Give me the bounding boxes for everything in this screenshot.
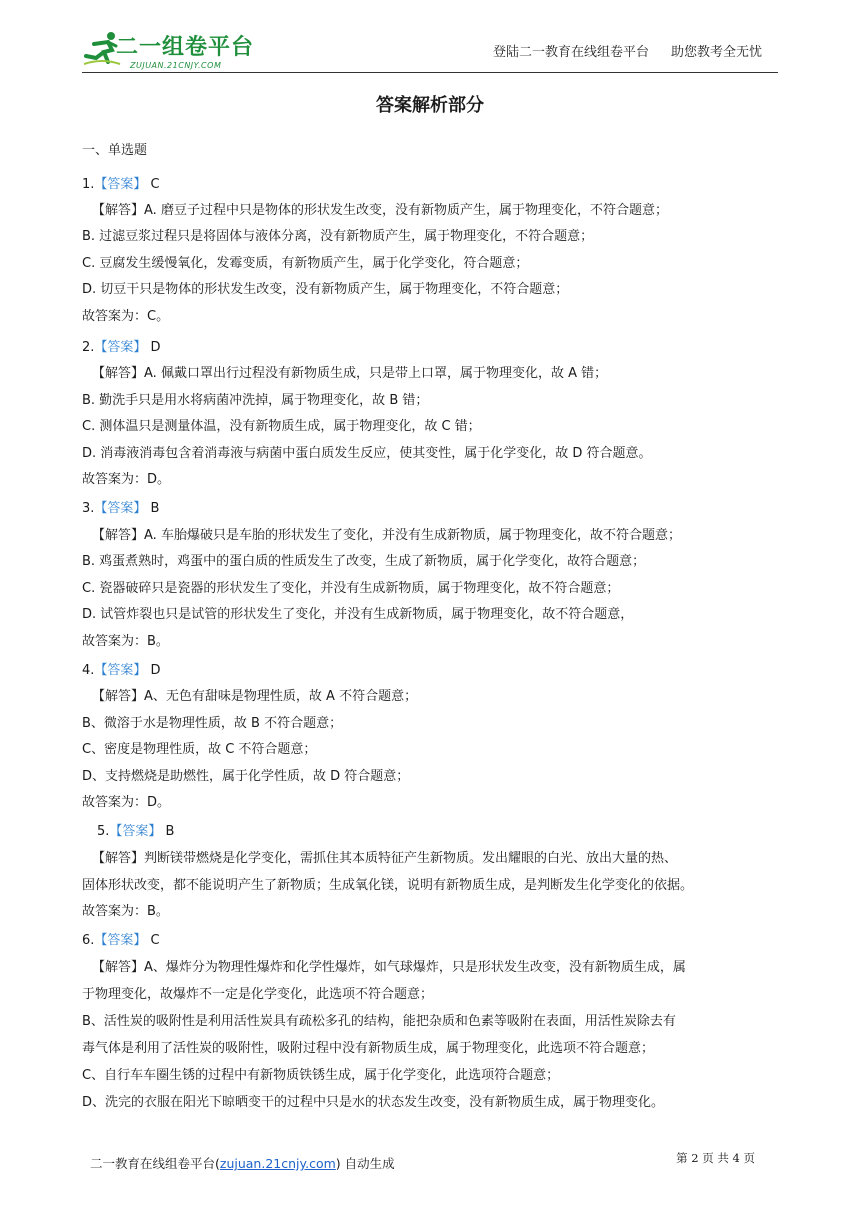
q6-line-b2: 毒气体是利用了活性炭的吸附性，吸附过程中没有新物质生成，属于物理变化，此选项不符合题意； [82, 1041, 655, 1056]
slogan-right: 助您教考全无忧 [670, 45, 762, 60]
q6-explanation-line [92, 959, 792, 977]
footer-prefix: 二一教育在线组卷平台( [90, 1156, 220, 1171]
footer-link[interactable]: zujuan.21cnjy.com [219, 1156, 336, 1171]
q1-line-b: B. 过滤豆浆过程只是将固体与液体分离，没有新物质产生，属于物理变化，不符合题意； [82, 229, 594, 244]
q1-line-d: D. 切豆干只是物体的形状发生改变，没有新物质产生，属于物理变化，不符合题意； [82, 282, 569, 297]
q4-line-b: B、微溶于水是物理性质，故 B 不符合题意； [82, 716, 343, 731]
q4-line-d: D、支持燃烧是助燃性，属于化学性质，故 D 符合题意； [82, 769, 410, 784]
logo-url: ZUJUAN.21CNJY.COM [130, 61, 222, 70]
q6-line-b1: B、活性炭的吸附性是利用活性炭具有疏松多孔的结构，能把杂质和色素等吸附在表面，用活性炭除去有 [82, 1014, 676, 1029]
footer-generator [90, 1154, 395, 1172]
q2-line-a: A. 佩戴口罩出行过程没有新物质生成，只是带上口罩，属于物理变化，故 A 错； [144, 366, 608, 381]
q3-explanation-label: 【解答】 [92, 528, 145, 543]
q1-line-a: A. 磨豆子过程中只是物体的形状发生改变，没有新物质产生，属于物理变化，不符合题意； [144, 203, 668, 218]
q1-answer-line [82, 176, 782, 194]
q3-answer-value: B [146, 501, 160, 516]
slogan-left: 登陆二一教育在线组卷平台 [492, 45, 649, 60]
footer-suffix: ) 自动生成 [335, 1156, 395, 1171]
q3-line-d: D. 试管炸裂也只是试管的形状发生了变化，并没有生成新物质，属于物理变化，故不符合题意， [82, 607, 634, 622]
q2-answer-value: D [146, 340, 161, 355]
q3-line-b: B. 鸡蛋煮熟时，鸡蛋中的蛋白质的性质发生了改变，生成了新物质，属于化学变化，故符合题意； [82, 554, 646, 569]
q6-explanation-label: 【解答】 [92, 960, 145, 975]
q1-conclusion: 故答案为：C。 [82, 309, 170, 324]
page-number: 第 2 页 共 4 页 [676, 1151, 755, 1165]
q6-line-a1: A、爆炸分为物理性爆炸和化学性爆炸，如气球爆炸，只是形状发生改变，没有新物质生成，属 [144, 960, 686, 975]
q2-line-c: C. 测体温只是测量体温，没有新物质生成，属于物理变化，故 C 错； [82, 419, 481, 434]
q6-line-a2: 于物理变化，故爆炸不一定是化学变化，此选项不符合题意； [82, 987, 434, 1002]
q4-explanation-line [92, 688, 792, 706]
q4-line-c: C、密度是物理性质，故 C 不符合题意； [82, 742, 317, 757]
q4-explanation-label: 【解答】 [92, 689, 145, 704]
q2-number: 2. [82, 340, 95, 355]
q1-answer-label: 【答案】 [94, 177, 147, 192]
q6-line-c: C、自行车车圈生锈的过程中有新物质铁锈生成，属于化学变化，此选项符合题意； [82, 1068, 560, 1083]
q5-answer-label: 【答案】 [109, 824, 162, 839]
q2-conclusion: 故答案为：D。 [82, 472, 171, 487]
q6-line-d: D、洗完的衣服在阳光下晾晒变干的过程中只是水的状态发生改变，没有新物质生成，属于物理变化。 [82, 1095, 665, 1110]
page-header [82, 28, 778, 73]
q6-answer-line [82, 932, 782, 950]
q3-line-c: C. 瓷器破碎只是瓷器的形状发生了变化，并没有生成新物质，属于物理变化，故不符合题意； [82, 581, 620, 596]
q6-answer-label: 【答案】 [94, 933, 147, 948]
q2-explanation-label: 【解答】 [92, 366, 145, 381]
q4-answer-line [82, 662, 782, 680]
q1-line-c: C. 豆腐发生缓慢氧化，发霉变质，有新物质产生，属于化学变化，符合题意； [82, 256, 529, 271]
logo-title: 二一组卷平台 [116, 35, 255, 60]
q4-conclusion: 故答案为：D。 [82, 795, 171, 810]
q2-explanation-line [92, 365, 792, 383]
q6-answer-value: C [146, 933, 160, 948]
q4-answer-label: 【答案】 [94, 663, 147, 678]
q5-explanation-line [92, 850, 792, 868]
q4-number: 4. [82, 663, 95, 678]
q5-line-2: 固体形状改变，都不能说明产生了新物质；生成氧化镁，说明有新物质生成，是判断发生化学变化的依据。 [82, 878, 694, 893]
q5-answer-value: B [161, 824, 175, 839]
q4-line-a: A、无色有甜味是物理性质，故 A 不符合题意； [144, 689, 418, 704]
q5-line-1: 判断镁带燃烧是化学变化，需抓住其本质特征产生新物质。发出耀眼的白光、放出大量的热、 [144, 851, 678, 866]
q4-answer-value: D [146, 663, 161, 678]
logo [82, 28, 282, 72]
q2-line-d: D. 消毒液消毒包含着消毒液与病菌中蛋白质发生反应，使其变性，属于化学变化，故 D 符合题意。 [82, 446, 652, 461]
page-title: 答案解析部分 [376, 95, 484, 116]
q3-explanation-line [92, 527, 792, 545]
q1-explanation-line [92, 202, 792, 220]
q1-answer-value: C [146, 177, 160, 192]
q1-explanation-label: 【解答】 [92, 203, 145, 218]
q3-line-a: A. 车胎爆破只是车胎的形状发生了变化，并没有生成新物质，属于物理变化，故不符合题意； [144, 528, 681, 543]
q1-number: 1. [82, 177, 95, 192]
q2-answer-line [82, 339, 782, 357]
q5-answer-line [97, 823, 797, 841]
q5-number: 5. [97, 824, 110, 839]
q2-line-b: B. 勤洗手只是用水将病菌冲洗掉，属于物理变化，故 B 错； [82, 393, 429, 408]
q2-answer-label: 【答案】 [94, 340, 147, 355]
header-slogan [493, 41, 762, 60]
q3-number: 3. [82, 501, 95, 516]
q3-answer-line [82, 500, 782, 518]
q5-explanation-label: 【解答】 [92, 851, 145, 866]
q3-conclusion: 故答案为：B。 [82, 634, 169, 649]
q3-answer-label: 【答案】 [94, 501, 147, 516]
q6-number: 6. [82, 933, 95, 948]
section-heading: 一、单选题 [82, 143, 148, 158]
q5-conclusion: 故答案为：B。 [82, 904, 169, 919]
